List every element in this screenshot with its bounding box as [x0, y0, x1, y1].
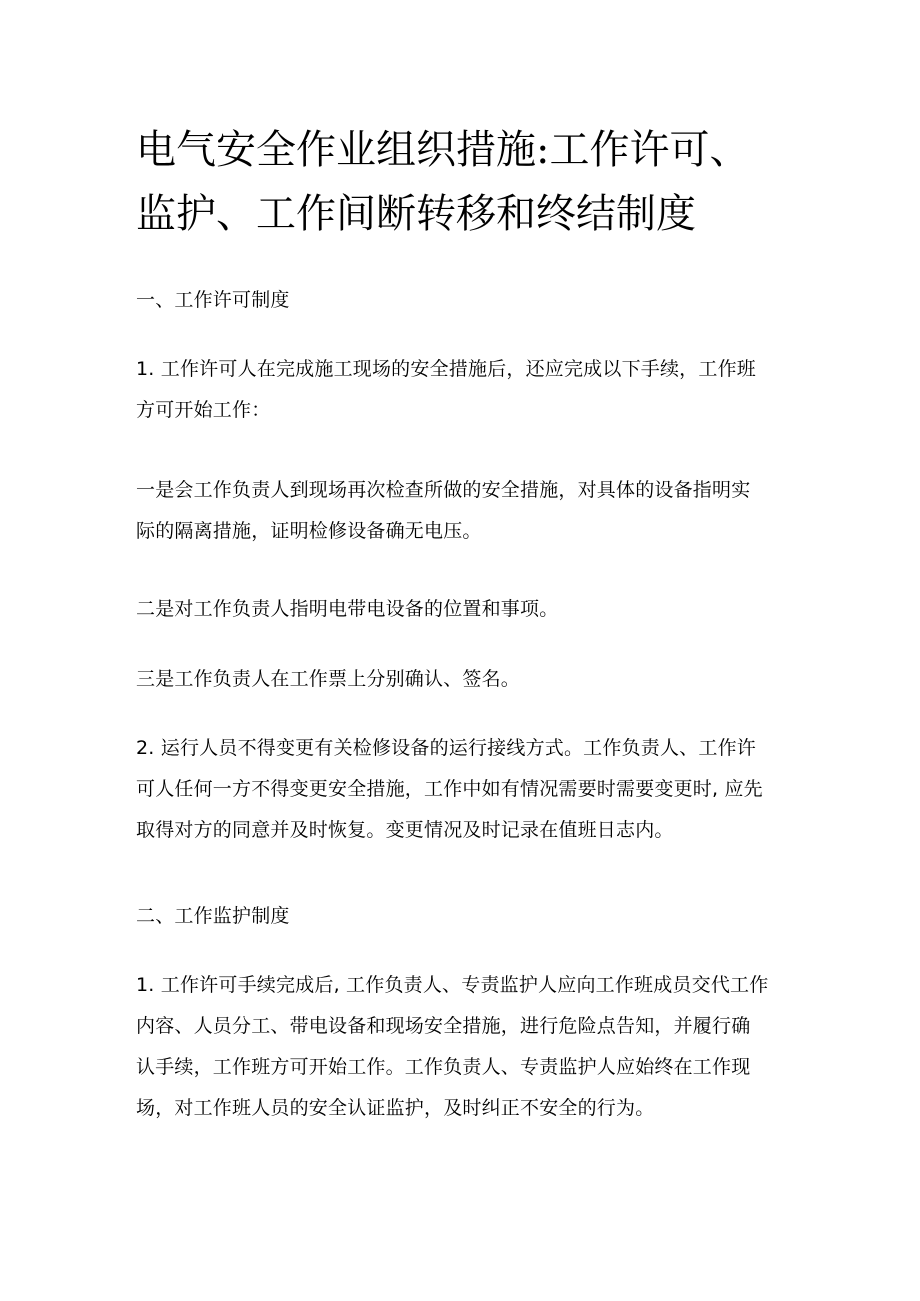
text-line: 可人任何一方不得变更安全措施，工作中如有情况需要时需要变更时, 应先 — [136, 778, 763, 800]
paragraph-step-three — [136, 659, 796, 700]
section-heading-supervision — [136, 896, 796, 937]
text-line: 一、工作许可制度 — [136, 289, 290, 311]
text-line: 方可开始工作： — [136, 399, 271, 421]
title-line: 电气安全作业组织措施:工作许可、 — [136, 127, 750, 173]
text-line: 内容、人员分工、带电设备和现场安全措施，进行危险点告知，并履行确 — [136, 1015, 751, 1037]
text-line: 二是对工作负责人指明电带电设备的位置和事项。 — [136, 598, 559, 620]
text-line: 1. 工作许可手续完成后, 工作负责人、专责监护人应向工作班成员交代工作 — [136, 974, 769, 996]
text-line: 一是会工作负责人到现场再次检查所做的安全措施，对具体的设备指明实 — [136, 479, 751, 501]
paragraph-step-two — [136, 589, 796, 630]
text-line: 场，对工作班人员的安全认证监护，及时纠正不安全的行为。 — [136, 1097, 655, 1119]
paragraph-permit-2 — [136, 728, 796, 851]
text-line: 2. 运行人员不得变更有关检修设备的运行接线方式。工作负责人、工作许 — [136, 737, 756, 759]
text-line: 际的隔离措施，证明检修设备确无电压。 — [136, 520, 482, 542]
text-line: 二、工作监护制度 — [136, 905, 290, 927]
text-line: 取得对方的同意并及时恢复。变更情况及时记录在值班日志内。 — [136, 819, 674, 841]
paragraph-supervision-1 — [136, 965, 796, 1129]
text-line: 认手续，工作班方可开始工作。工作负责人、专责监护人应始终在工作现 — [136, 1056, 751, 1078]
text-line: 1. 工作许可人在完成施工现场的安全措施后，还应完成以下手续，工作班 — [136, 358, 756, 380]
paragraph-step-one — [136, 470, 796, 552]
text-line: 三是工作负责人在工作票上分别确认、签名。 — [136, 668, 521, 690]
title-line: 监护、工作间断转移和终结制度 — [136, 191, 696, 237]
document-title — [136, 118, 796, 246]
section-heading-permit — [136, 280, 796, 321]
paragraph-permit-1 — [136, 349, 796, 431]
